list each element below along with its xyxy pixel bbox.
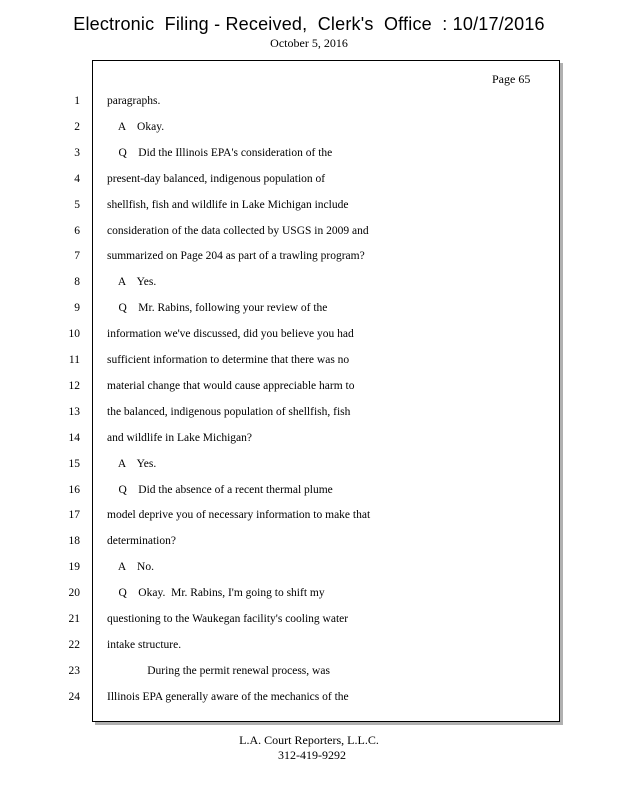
line-text: present-day balanced, indigenous population of xyxy=(107,172,326,185)
line-number: 17 xyxy=(68,509,80,522)
line-number: 18 xyxy=(68,535,80,548)
line-text: information we've discussed, did you believe you had xyxy=(107,328,354,341)
line-number: 16 xyxy=(68,483,80,496)
line-text: sufficient information to determine that there was no xyxy=(107,354,350,366)
line-text: determination? xyxy=(107,535,176,548)
line-text: questioning to the Waukegan facility's cooling water xyxy=(107,613,349,625)
line-text: and wildlife in Lake Michigan? xyxy=(107,431,252,444)
line-text: Illinois EPA generally aware of the mechanics of the xyxy=(107,690,349,703)
line-text: A No. xyxy=(107,561,154,574)
line-number: 6 xyxy=(74,224,80,237)
line-number: 11 xyxy=(68,354,80,366)
line-number: 2 xyxy=(74,120,80,133)
page-number: Page 65 xyxy=(492,72,531,86)
line-number: 9 xyxy=(74,302,80,315)
line-text: Q Did the Illinois EPA's consideration of the xyxy=(107,146,333,159)
line-text: Q Okay. Mr. Rabins, I'm going to shift my xyxy=(107,587,325,600)
line-text: A Yes. xyxy=(107,457,157,470)
line-text: model deprive you of necessary information to make that xyxy=(107,509,371,522)
line-text: During the permit renewal process, was xyxy=(107,664,330,677)
footer-phone: 312-419-9292 xyxy=(278,748,346,762)
line-number: 7 xyxy=(74,250,80,263)
filing-stamp: Electronic Filing - Received, Clerk's Office : 10/17/2016 xyxy=(73,14,545,34)
footer-company: L.A. Court Reporters, L.L.C. xyxy=(239,733,379,747)
line-number: 23 xyxy=(68,664,80,677)
line-number: 21 xyxy=(68,613,80,625)
line-text: consideration of the data collected by USGS in 2009 and xyxy=(107,224,369,237)
line-text: A Yes. xyxy=(107,276,157,289)
line-number: 15 xyxy=(68,457,80,470)
line-number: 13 xyxy=(68,405,80,418)
line-number: 14 xyxy=(68,431,80,444)
line-text: shellfish, fish and wildlife in Lake Michigan include xyxy=(107,198,349,211)
line-text: material change that would cause appreciable harm to xyxy=(107,379,355,392)
line-number: 8 xyxy=(74,276,80,289)
line-number: 4 xyxy=(74,172,80,185)
line-number: 22 xyxy=(68,638,80,651)
line-text: paragraphs. xyxy=(107,95,161,107)
line-text: Q Mr. Rabins, following your review of the xyxy=(107,302,328,315)
line-number: 5 xyxy=(74,198,80,211)
line-text: A Okay. xyxy=(107,120,165,133)
line-number: 24 xyxy=(68,690,80,703)
line-text: the balanced, indigenous population of shellfish, fish xyxy=(107,405,351,418)
line-text: intake structure. xyxy=(107,638,182,651)
line-number: 12 xyxy=(68,379,80,392)
line-number: 20 xyxy=(68,587,80,600)
line-text: Q Did the absence of a recent thermal plume xyxy=(107,483,333,496)
line-number: 10 xyxy=(68,328,80,341)
transcript-date: October 5, 2016 xyxy=(270,36,348,50)
line-number: 1 xyxy=(74,95,80,107)
line-number: 3 xyxy=(74,146,80,159)
line-number: 19 xyxy=(68,561,80,574)
line-text: summarized on Page 204 as part of a trawling program? xyxy=(107,250,365,263)
